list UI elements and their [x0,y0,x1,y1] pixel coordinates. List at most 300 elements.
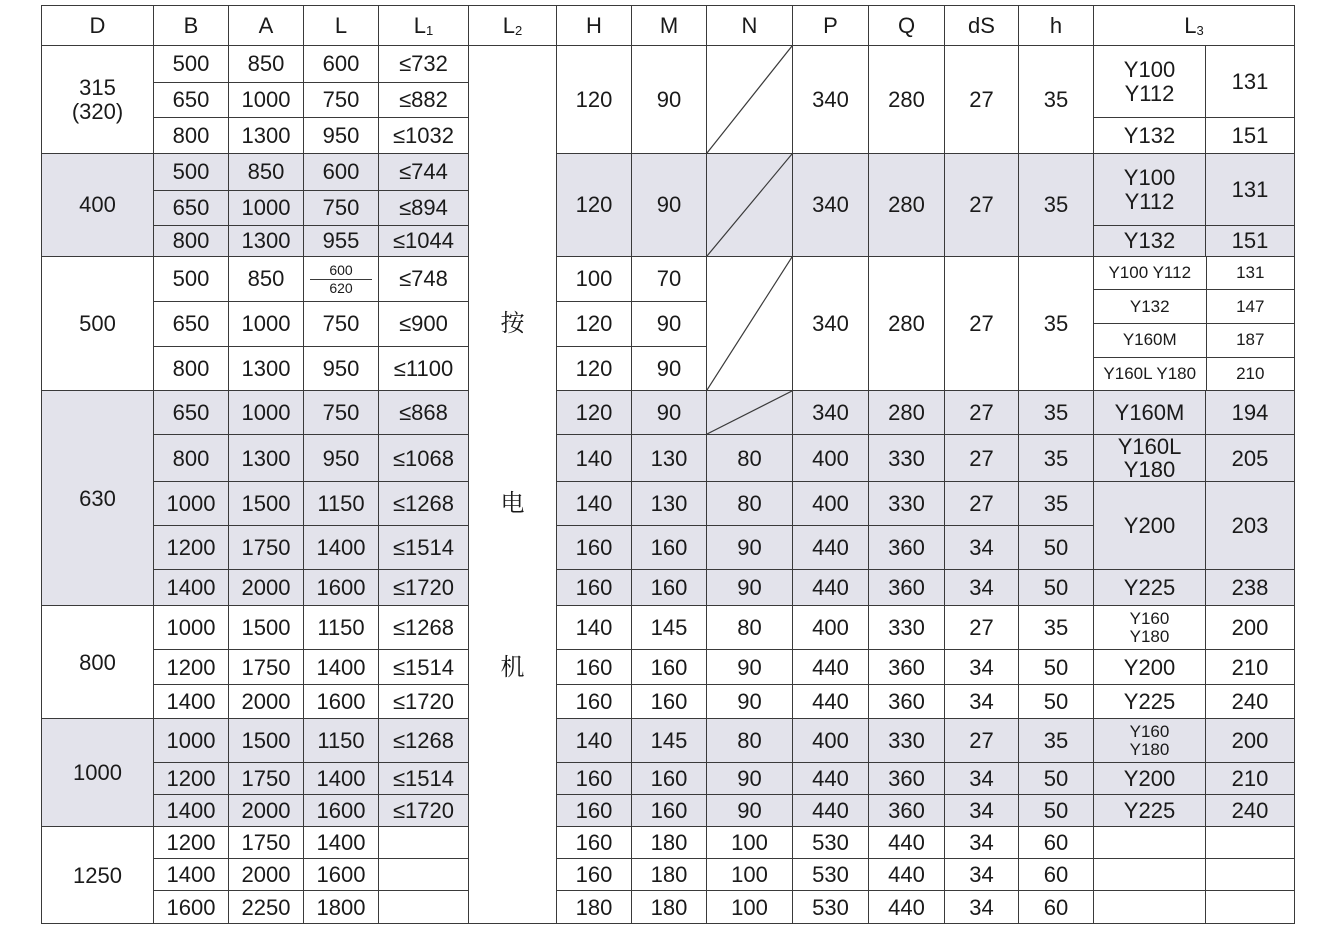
l2-cell [469,391,557,435]
motor-length-cell: 238 [1206,570,1295,606]
motor-length-cell: 131 [1206,257,1294,290]
h-cell: 140 [557,435,632,482]
a-cell: 1000 [229,302,304,347]
h-cell: 140 [557,606,632,650]
p-cell: 400 [793,435,869,482]
motor-length-cell: 200 [1206,606,1295,650]
m-cell: 90 [632,302,707,347]
diameter-cell [42,154,154,257]
header-label: L [1184,12,1197,38]
m-cell: 160 [632,526,707,570]
l2-cell [469,719,557,763]
motor-length-cell: 194 [1206,391,1295,435]
l1-cell [379,827,469,859]
cell-line: Y180 [1129,626,1170,646]
header-l3 [1094,6,1295,46]
motor-length-cell: 210 [1236,363,1265,383]
a-cell: 1500 [229,719,304,763]
cell-line: 500 [79,310,116,336]
header-subscript: 1 [426,22,434,38]
table-row [42,46,1295,83]
p-cell: 530 [793,859,869,891]
a-cell: 1750 [229,827,304,859]
m-cell: 145 [632,719,707,763]
ds-cell: 27 [945,46,1019,154]
b-cell: 800 [154,226,229,257]
motor-cell [1094,719,1206,763]
l2-cell [469,526,557,570]
b-cell: 1400 [154,859,229,891]
l2-cell [469,46,557,83]
table-row [42,391,1295,435]
p-cell: 440 [793,795,869,827]
header-b [154,6,229,46]
n-cell [707,391,793,435]
motor-length-cell: 210 [1206,650,1295,685]
motor-subtable [1094,257,1294,390]
a-cell: 1750 [229,526,304,570]
l1-cell: ≤894 [379,191,469,226]
motor-length-cell: 203 [1206,482,1295,570]
cell-line: 1000 [73,760,122,786]
l1-cell: ≤1032 [379,118,469,154]
l-cell: 1600 [304,685,379,719]
header-l [304,6,379,46]
l-cell: 750 [304,191,379,226]
header-n [707,6,793,46]
b-cell: 1000 [154,719,229,763]
cell-line: 1250 [73,862,122,888]
h-cell: 100 [557,257,632,302]
n-cell [707,154,793,257]
b-cell: 1600 [154,891,229,924]
h-cell: 160 [557,526,632,570]
a-cell: 1500 [229,482,304,526]
p-cell: 340 [793,46,869,154]
motor-row [1094,290,1294,324]
b-cell: 1200 [154,827,229,859]
l2-cell [469,763,557,795]
h-cell: 35 [1019,46,1094,154]
n-cell: 80 [707,482,793,526]
l-cell: 1600 [304,795,379,827]
l1-cell: ≤1268 [379,606,469,650]
l1-cell: ≤1514 [379,763,469,795]
q-cell: 360 [869,570,945,606]
p-cell: 400 [793,606,869,650]
table-row [42,435,1295,482]
b-cell: 500 [154,257,229,302]
a-cell: 2000 [229,795,304,827]
h-cell: 35 [1019,391,1094,435]
cell-line: Y200 [1123,654,1176,680]
a-cell: 2250 [229,891,304,924]
table-row [42,154,1295,191]
l1-cell: ≤1720 [379,570,469,606]
a-cell: 1300 [229,226,304,257]
table-row [42,685,1295,719]
l-cell-split [304,257,379,302]
n-cell: 80 [707,435,793,482]
a-cell: 1000 [229,83,304,118]
l1-cell: ≤744 [379,154,469,191]
table-row [42,719,1295,763]
l2-cell [469,191,557,226]
motor-cell [1094,859,1206,891]
ds-cell: 27 [945,391,1019,435]
header-label: dS [968,12,995,38]
n-cell: 100 [707,859,793,891]
dimension-table [41,5,1295,924]
q-cell: 440 [869,859,945,891]
motor-length-cell: 240 [1206,685,1295,719]
motor-cell: Y100 Y112 [1094,257,1206,290]
m-cell: 160 [632,650,707,685]
a-cell: 1300 [229,435,304,482]
motor-length-cell: 205 [1206,435,1295,482]
a-cell: 1300 [229,347,304,391]
ds-cell: 34 [945,795,1019,827]
header-a [229,6,304,46]
motor-cell [1094,118,1206,154]
n-cell: 90 [707,685,793,719]
l-top: 600 [310,263,372,280]
m-cell: 180 [632,827,707,859]
h-cell: 50 [1019,763,1094,795]
header-l1 [379,6,469,46]
n-cell: 90 [707,795,793,827]
cell-line: Y132 [1123,228,1176,254]
h-cell: 140 [557,719,632,763]
a-cell: 1500 [229,606,304,650]
q-cell: 330 [869,606,945,650]
q-cell: 360 [869,526,945,570]
motor-length-cell: 131 [1206,46,1295,118]
ds-cell: 34 [945,570,1019,606]
cell-line: Y180 [1129,739,1170,759]
table-row [42,650,1295,685]
motor-row [1094,357,1294,390]
table-row [42,570,1295,606]
l1-cell: ≤1268 [379,719,469,763]
header-label: Q [897,12,916,38]
l-cell: 600 [304,46,379,83]
b-cell: 650 [154,302,229,347]
l2-cell [469,118,557,154]
cell-line: Y180 [1123,457,1176,482]
motor-cell: Y160M [1094,323,1206,357]
l-cell: 1150 [304,482,379,526]
h-cell: 50 [1019,650,1094,685]
header-h [557,6,632,46]
table-row [42,827,1295,859]
motor-cell [1094,154,1206,226]
l1-cell: ≤1514 [379,650,469,685]
p-cell: 530 [793,891,869,924]
h-cell: 50 [1019,570,1094,606]
b-cell: 1400 [154,570,229,606]
motor-length-cell: 151 [1206,118,1295,154]
motor-cell [1094,391,1206,435]
header-label: L [413,12,426,38]
motor-length-cell: 240 [1206,795,1295,827]
ds-cell: 34 [945,763,1019,795]
l-cell: 1400 [304,763,379,795]
n-cell: 90 [707,570,793,606]
l2-cell [469,891,557,924]
h-cell: 35 [1019,154,1094,257]
l2-cell [469,154,557,191]
ds-cell: 27 [945,482,1019,526]
header-label: L [334,12,348,38]
h-cell: 120 [557,347,632,391]
h-cell: 60 [1019,891,1094,924]
h-cell: 160 [557,795,632,827]
ds-cell: 34 [945,891,1019,924]
l1-cell: ≤1268 [379,482,469,526]
p-cell: 400 [793,482,869,526]
l2-cell: 电 [469,482,557,526]
header-label: P [823,12,838,38]
header-subscript: 3 [1196,22,1204,38]
p-cell: 340 [793,257,869,391]
m-cell: 70 [632,257,707,302]
b-cell: 1400 [154,685,229,719]
motor-cell [1094,795,1206,827]
b-cell: 800 [154,435,229,482]
l2-cell [469,226,557,257]
diameter-cell [42,827,154,924]
diagonal-slash-icon [707,154,792,256]
b-cell: 1400 [154,795,229,827]
cell-line: (320) [71,98,124,124]
cell-line: Y225 [1123,575,1176,601]
l-cell: 1400 [304,526,379,570]
cell-line: Y200 [1123,513,1176,539]
l-cell: 1800 [304,891,379,924]
n-cell: 90 [707,650,793,685]
b-cell: 1200 [154,650,229,685]
m-cell: 145 [632,606,707,650]
l-cell: 1600 [304,570,379,606]
l2-cell [469,859,557,891]
b-cell: 650 [154,83,229,118]
l-cell: 950 [304,435,379,482]
table-row [42,795,1295,827]
ds-cell: 34 [945,650,1019,685]
h-cell: 35 [1019,435,1094,482]
l2-cell: 机 [469,650,557,685]
motor-cell [1094,482,1206,570]
motor-length-cell: 187 [1206,323,1294,357]
table-row [42,763,1295,795]
m-cell: 130 [632,482,707,526]
b-cell: 500 [154,46,229,83]
motor-cell: Y132 [1094,290,1206,324]
l-cell: 1150 [304,719,379,763]
table-row [42,257,1295,302]
q-cell: 330 [869,435,945,482]
a-cell: 1750 [229,650,304,685]
q-cell: 440 [869,891,945,924]
b-cell: 800 [154,118,229,154]
h-cell: 50 [1019,526,1094,570]
n-cell: 80 [707,606,793,650]
motor-length-cell [1206,859,1295,891]
ds-cell: 34 [945,859,1019,891]
m-cell: 90 [632,154,707,257]
l2-cell [469,435,557,482]
m-cell: 160 [632,570,707,606]
motor-length-cell: 200 [1206,719,1295,763]
l1-cell: ≤1100 [379,347,469,391]
header-d [42,6,154,46]
motor-cell [1094,46,1206,118]
m-cell: 160 [632,763,707,795]
n-cell [707,257,793,391]
q-cell: 280 [869,391,945,435]
motor-length-cell: 131 [1206,154,1295,226]
ds-cell: 27 [945,257,1019,391]
l-cell: 950 [304,347,379,391]
h-cell: 160 [557,650,632,685]
h-cell: 140 [557,482,632,526]
p-cell: 440 [793,685,869,719]
l2-cell [469,257,557,302]
h-cell: 35 [1019,482,1094,526]
cell-line: Y112 [1124,80,1175,106]
motor-length-cell [1206,827,1295,859]
h-cell: 60 [1019,827,1094,859]
b-cell: 1000 [154,482,229,526]
b-cell: 650 [154,391,229,435]
l2-cell [469,83,557,118]
l1-cell: ≤732 [379,46,469,83]
l-cell: 1600 [304,859,379,891]
diameter-cell [42,606,154,719]
header-label: A [258,12,274,38]
b-cell: 1000 [154,606,229,650]
l2-cell [469,795,557,827]
ds-cell: 27 [945,154,1019,257]
l1-cell: ≤748 [379,257,469,302]
diagonal-slash-icon [707,46,792,153]
l-bottom: 620 [329,279,353,296]
header-label: B [183,12,199,38]
header-l2 [469,6,557,46]
motor-cell [1094,570,1206,606]
n-cell: 100 [707,827,793,859]
cell-line: Y132 [1123,122,1176,148]
cell-line: 630 [79,485,116,511]
motor-cell [1094,650,1206,685]
l1-cell: ≤900 [379,302,469,347]
a-cell: 2000 [229,685,304,719]
cell-line: 800 [79,649,116,675]
l2-cell [469,606,557,650]
header-ds [945,6,1019,46]
n-cell: 90 [707,526,793,570]
cell-line: Y100 [1123,165,1176,191]
m-cell: 180 [632,859,707,891]
l1-cell: ≤1720 [379,685,469,719]
table-row [42,891,1295,924]
m-cell: 90 [632,46,707,154]
b-cell: 1200 [154,763,229,795]
l-cell: 955 [304,226,379,257]
h-cell: 160 [557,763,632,795]
m-cell: 130 [632,435,707,482]
n-cell [707,46,793,154]
h-cell: 50 [1019,795,1094,827]
h-cell: 160 [557,685,632,719]
l-cell: 1400 [304,650,379,685]
m-cell: 160 [632,685,707,719]
m-cell: 90 [632,347,707,391]
cell-line: 315 [79,75,116,101]
header-label: h [1049,12,1063,38]
motor-row [1094,257,1294,290]
ds-cell: 27 [945,719,1019,763]
h-cell: 120 [557,302,632,347]
a-cell: 850 [229,257,304,302]
motor-length-cell: 210 [1206,763,1295,795]
h-cell: 50 [1019,685,1094,719]
motor-cell [1094,827,1206,859]
a-cell: 1000 [229,191,304,226]
l2-cell [469,685,557,719]
h-cell: 120 [557,154,632,257]
l2-cell: 按 [469,302,557,347]
cell-line: Y160 [1129,608,1170,628]
l1-cell: ≤1068 [379,435,469,482]
p-cell: 340 [793,391,869,435]
b-cell: 650 [154,191,229,226]
n-cell: 90 [707,763,793,795]
l-cell: 750 [304,391,379,435]
l2-cell [469,347,557,391]
l-cell: 600 [304,154,379,191]
motor-cell [1094,685,1206,719]
q-cell: 280 [869,154,945,257]
l1-cell: ≤1720 [379,795,469,827]
h-cell: 180 [557,891,632,924]
motor-length-cell [1206,891,1295,924]
header-q [869,6,945,46]
p-cell: 400 [793,719,869,763]
cell-line: 400 [79,192,116,218]
motor-cell: Y160L Y180 [1094,357,1206,390]
cell-line: Y160 [1129,721,1170,741]
p-cell: 440 [793,526,869,570]
l1-cell: ≤868 [379,391,469,435]
cell-line: Y225 [1123,798,1176,824]
l-cell: 1150 [304,606,379,650]
l1-cell: ≤1044 [379,226,469,257]
motor-cell [1094,226,1206,257]
l2-cell [469,827,557,859]
b-cell: 500 [154,154,229,191]
h-cell: 35 [1019,257,1094,391]
cell-line: Y160L [1117,434,1182,459]
h-cell: 160 [557,859,632,891]
l1-cell [379,859,469,891]
q-cell: 330 [869,719,945,763]
n-cell: 100 [707,891,793,924]
q-cell: 360 [869,685,945,719]
a-cell: 2000 [229,859,304,891]
a-cell: 1750 [229,763,304,795]
